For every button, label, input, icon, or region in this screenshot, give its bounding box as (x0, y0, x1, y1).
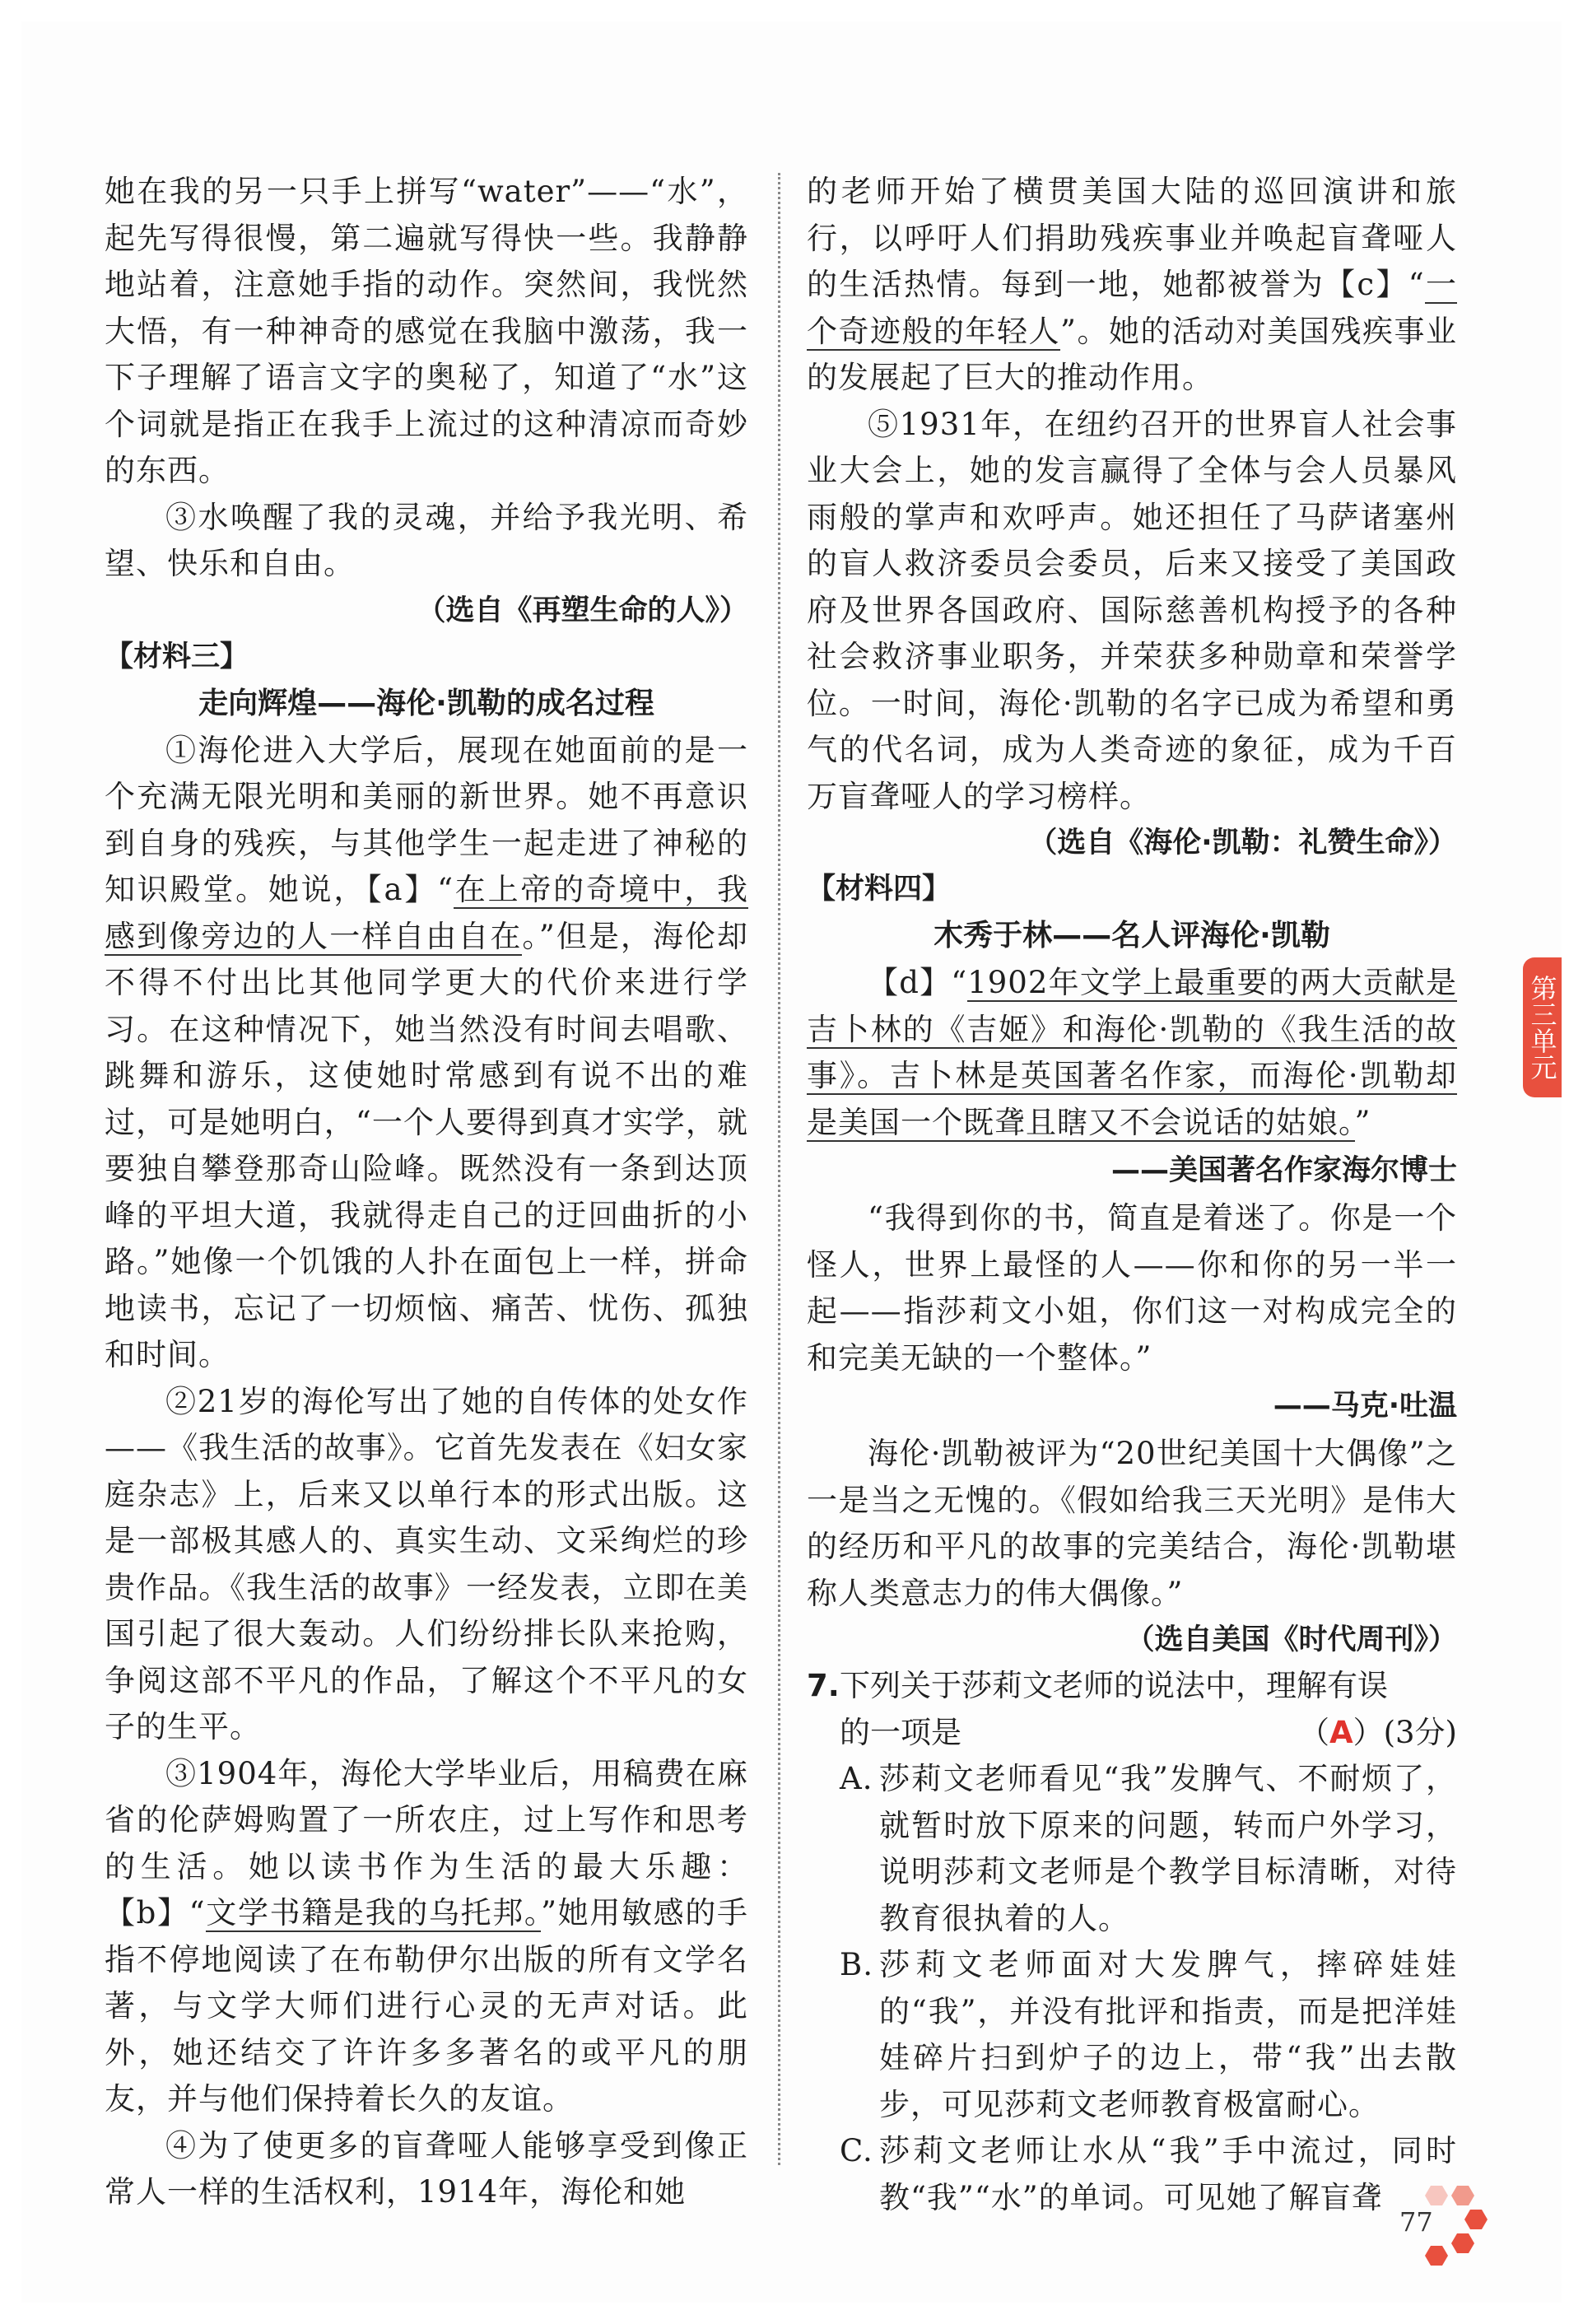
material-4-paragraph-1: 【d】“1902年文学上最重要的两大贡献是吉卜林的《吉姬》和海伦·凯勒的《我生活的故事》。吉卜林是英国著名作家，而海伦·凯勒却是美国一个既聋且瞎又不会说话的姑娘。” (807, 965, 1457, 1140)
material-3-title: 走向辉煌——海伦·凯勒的成名过程 (198, 686, 654, 720)
material-3-paragraph-2: ②21岁的海伦写出了她的自传体的处女作——《我生活的故事》。它首先发表在《妇女家庭杂志》上，后来又以单行本的形式出版。这是一部极其感人的、真实生动、文采绚烂的珍贵作品。《我生活的故事》一经发表，立即在美国引起了很大轰动。人们纷纷排长队来抢购，争阅这部不平凡的作品，了解这个不平凡的女子的生平。 (105, 1383, 748, 1744)
page-number: 77 (1399, 2206, 1433, 2238)
right-column (807, 169, 1457, 2221)
underlined-sentence-d: 1902年文学上最重要的两大贡献是吉卜林的《吉姬》和海伦·凯勒的《我生活的故事》。吉卜林是英国著名作家，而海伦·凯勒却是美国一个既聋且瞎又不会说话的姑娘。 (807, 965, 1457, 1140)
option-a: A. 莎莉文老师看见“我”发脾气、不耐烦了，就暂时放下原来的问题，转而户外学习，说明莎莉文老师是个教学目标清晰，对待教育很执着的人。 (840, 1761, 1457, 1936)
question-stem-line-2: 的一项是 （A）(3分) (840, 1710, 1457, 1757)
question-7 (807, 1663, 1457, 1756)
material-3-paragraph-5: ⑤1931年，在纽约召开的世界盲人社会事业大会上，她的发言赢得了全体与会人员暴风雨般的掌声和欢呼声。她还担任了马萨诸塞州的盲人救济委员会委员，后来又接受了美国政府及世界各国政府、国际慈善机构授予的各种社会救济事业职务，并荣获多种勋章和荣誉学位。一时间，海伦·凯勒的名字已成为希望和勇气的代名词，成为人类奇迹的象征，成为千百万盲聋哑人的学习榜样。 (807, 406, 1457, 814)
left-column (105, 169, 748, 2216)
material-4-title: 木秀于林——名人评海伦·凯勒 (934, 919, 1330, 952)
source-material-2: （选自《再塑生命的人》） (417, 594, 748, 627)
paragraph-continued: 她在我的另一只手上拼写“water”——“水”，起先写得很慢，第二遍就写得快一些。我静静地站着，注意她手指的动作。突然间，我恍然大悟，有一种神奇的感觉在我脑中激荡，我一下子理解了语言文字的奥秘了，知道了“水”这个词就是指正在我手上流过的这种清凉而奇妙的东西。 (105, 174, 748, 488)
material-3-paragraph-1: ①海伦进入大学后，展现在她面前的是一个充满无限光明和美丽的新世界。她不再意识到自身的残疾，与其他学生一起走进了神秘的知识殿堂。她说，【a】“在上帝的奇境中，我感到像旁边的人一样自由自在。”但是，海伦却不得不付出比其他同学更大的代价来进行学习。在这种情况下，她当然没有时间去唱歌、跳舞和游乐，这使她时常感到有说不出的难过，可是她明白，“一个人要得到真才实学，就要独自攀登那奇山险峰。既然没有一条到达顶峰的平坦大道，我就得走自己的迂回曲折的小路。”她像一个饥饿的人扑在面包上一样，拼命地读书，忘记了一切烦恼、痛苦、忧伤、孤独和时间。 (105, 732, 748, 1372)
material-4-label: 【材料四】 (807, 873, 952, 906)
underlined-sentence-c: 一个奇迹般的年轻人 (807, 267, 1458, 349)
answer-blank: （A）(3分) (1298, 1714, 1457, 1750)
material-3-paragraph-4-continued: 的老师开始了横贯美国大陆的巡回演讲和旅行，以呼吁人们捐助残疾事业并唤起盲聋哑人的生活热情。每到一地，她都被誉为【c】“一个奇迹般的年轻人”。她的活动对美国残疾事业的发展起了巨大的推动作用。 (807, 174, 1458, 395)
column-divider (778, 173, 780, 2165)
material-4-paragraph-3: 海伦·凯勒被评为“20世纪美国十大偶像”之一是当之无愧的。《假如给我三天光明》是伟大的经历和平凡的故事的完美结合，海伦·凯勒堪称人类意志力的伟大偶像。” (807, 1436, 1457, 1611)
attribution-hale: ——美国著名作家海尔博士 (1110, 1154, 1457, 1187)
underlined-sentence-a: 在上帝的奇境中，我感到像旁边的人一样自由自在 (105, 872, 748, 954)
material-3-label: 【材料三】 (105, 640, 249, 673)
material-3-paragraph-3: ③1904年，海伦大学毕业后，用稿费在麻省的伦萨姆购置了一所农庄，过上写作和思考的生活。她以读书作为生活的最大乐趣：【b】“文学书籍是我的乌托邦。”她用敏感的手指不停地阅读了在布勒伊尔出版的所有文学名著，与文学大师们进行心灵的无声对话。此外，她还结交了许许多多著名的或平凡的朋友，并与他们保持着长久的友谊。 (105, 1755, 749, 2117)
underlined-sentence-b: 文学书籍是我的乌托邦。 (205, 1895, 542, 1930)
material-4-paragraph-2: “我得到你的书，简直是着迷了。你是一个怪人，世界上最怪的人——你和你的另一半一起——指莎莉文小姐，你们这一对构成完全的和完美无缺的一个整体。” (807, 1200, 1457, 1376)
source-material-4: （选自美国《时代周刊》） (1125, 1623, 1457, 1656)
unit-side-tab: 第三单元 (1523, 957, 1562, 1097)
option-c: C. 莎莉文老师让水从“我”手中流过，同时教“我”“水”的单词。可见她了解盲聋 (840, 2133, 1457, 2215)
attribution-twain: ——马克·吐温 (1273, 1390, 1457, 1423)
paragraph-3: ③水唤醒了我的灵魂，并给予我光明、希望、快乐和自由。 (105, 499, 748, 581)
source-material-3: （选自《海伦·凯勒：礼赞生命》） (1028, 827, 1457, 859)
answer-mark: A (1329, 1714, 1353, 1750)
question-stem-line-1: 下列关于莎莉文老师的说法中，理解有误 (840, 1668, 1388, 1703)
option-b: B. 莎莉文老师面对大发脾气，摔碎娃娃的“我”，并没有批评和指责，而是把洋娃娃碎片扫到炉子的边上，带“我”出去散步，可见莎莉文老师教育极富耐心。 (840, 1947, 1457, 2122)
question-number: 7. (807, 1668, 840, 1703)
material-3-paragraph-4-start: ④为了使更多的盲聋哑人能够享受到像正常人一样的生活权利，1914年，海伦和她 (105, 2127, 748, 2210)
